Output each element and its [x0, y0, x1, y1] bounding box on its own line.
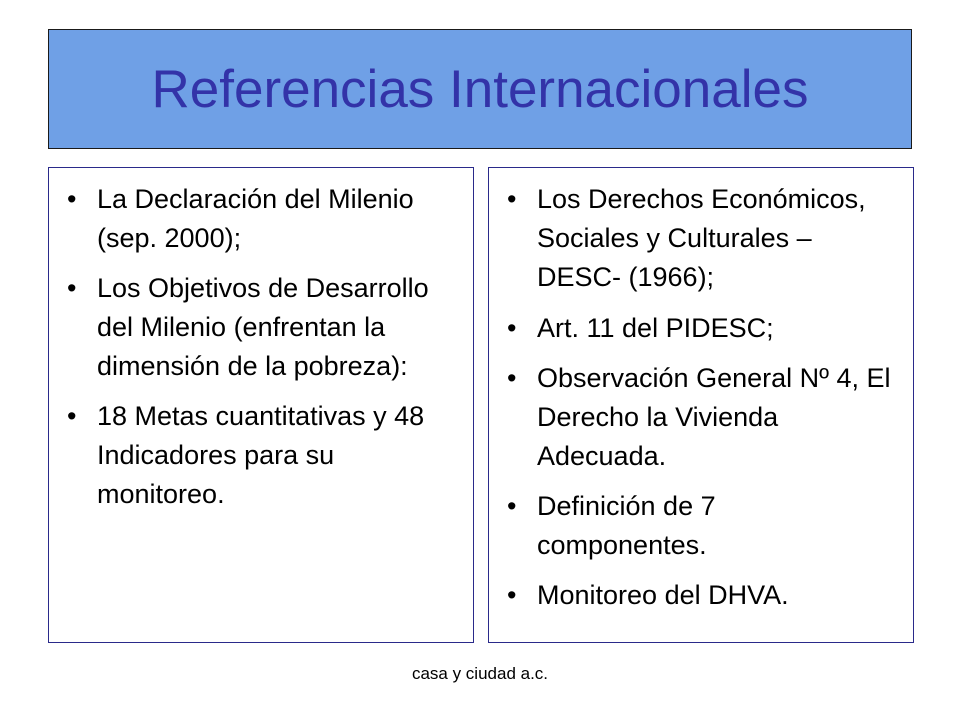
title-banner: [48, 29, 912, 149]
footer-text: casa y ciudad a.c.: [411, 664, 549, 683]
bullet-text: Monitoreo del DHVA.: [537, 580, 789, 610]
bullet-icon: •: [507, 491, 517, 521]
list-item: [499, 359, 891, 476]
list-item: [499, 309, 891, 348]
bullet-icon: •: [67, 273, 77, 303]
list-item: [499, 487, 891, 565]
bullet-text: Definición de 7 componentes.: [537, 491, 716, 560]
list-item: [59, 269, 451, 386]
list-item: [499, 180, 891, 297]
left-bullet-list: [49, 168, 473, 514]
bullet-icon: •: [507, 184, 517, 214]
list-item: [59, 180, 451, 258]
bullet-icon: •: [507, 580, 517, 610]
bullet-text: Art. 11 del PIDESC;: [537, 313, 774, 343]
right-content-box: [488, 167, 914, 643]
bullet-icon: •: [67, 401, 77, 431]
right-bullet-list: [489, 168, 913, 615]
bullet-text: 18 Metas cuantitativas y 48 Indicadores para su monitoreo.: [97, 401, 425, 509]
list-item: [499, 576, 891, 615]
bullet-text: La Declaración del Milenio (sep. 2000);: [97, 184, 414, 253]
list-item: [59, 397, 451, 514]
bullet-text: Los Objetivos de Desarrollo del Milenio (enfrentan la dimensión de la pobreza):: [97, 273, 429, 381]
bullet-icon: •: [67, 184, 77, 214]
bullet-text: Los Derechos Económicos, Sociales y Culturales – DESC- (1966);: [537, 184, 866, 292]
left-content-box: [48, 167, 474, 643]
bullet-icon: •: [507, 363, 517, 393]
bullet-icon: •: [507, 313, 517, 343]
slide-title: Referencias Internacionales: [151, 59, 809, 119]
bullet-text: Observación General Nº 4, El Derecho la Vivienda Adecuada.: [537, 363, 891, 471]
